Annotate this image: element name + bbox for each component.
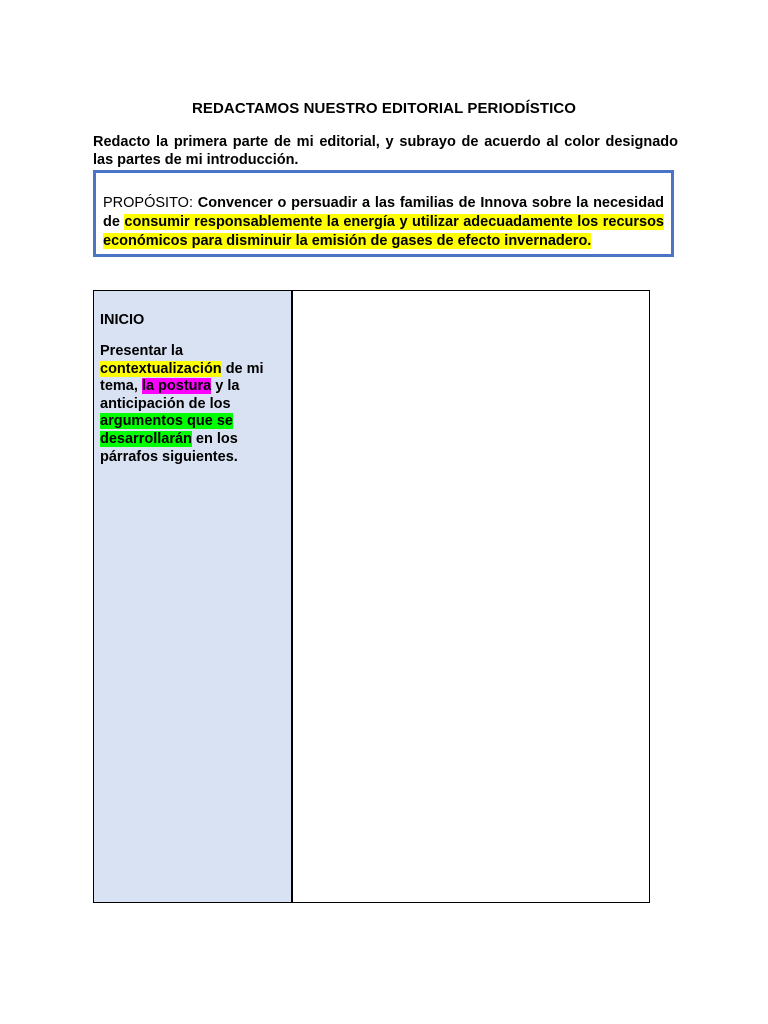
- highlight-postura: la postura: [141, 378, 212, 395]
- purpose-box: [93, 170, 674, 257]
- purpose-label: PROPÓSITO:: [103, 195, 193, 211]
- writing-area-cell[interactable]: [293, 291, 649, 902]
- inicio-text-part: de mi tema,: [100, 360, 264, 395]
- inicio-text-part: en los párrafos siguientes.: [100, 430, 238, 465]
- inicio-instructions: [100, 343, 285, 466]
- inicio-heading: INICIO: [100, 312, 145, 328]
- purpose-statement: Convencer o persuadir a las familias de Innova sobre la necesidad de: [103, 195, 664, 230]
- highlight-argumentos: argumentos que se desarrollarán: [100, 413, 233, 447]
- instruction-text: Redacto la primera parte de mi editorial, y subrayo de acuerdo al color designado las partes de mi introducción.: [93, 134, 678, 168]
- purpose-highlight: consumir responsablemente la energía y utilizar adecuadamente los recursos económicos para disminuir la emisión de gases de efecto invernadero.: [103, 214, 664, 249]
- inicio-guide-cell: [94, 291, 293, 902]
- inicio-text-part: y la anticipación de los: [100, 378, 240, 412]
- page-title: REDACTAMOS NUESTRO EDITORIAL PERIODÍSTICO: [191, 100, 577, 117]
- highlight-contextualizacion: contextualización: [100, 360, 222, 377]
- inicio-text-part: Presentar la: [100, 343, 184, 359]
- writing-table: [93, 290, 650, 903]
- purpose-text: [103, 194, 664, 251]
